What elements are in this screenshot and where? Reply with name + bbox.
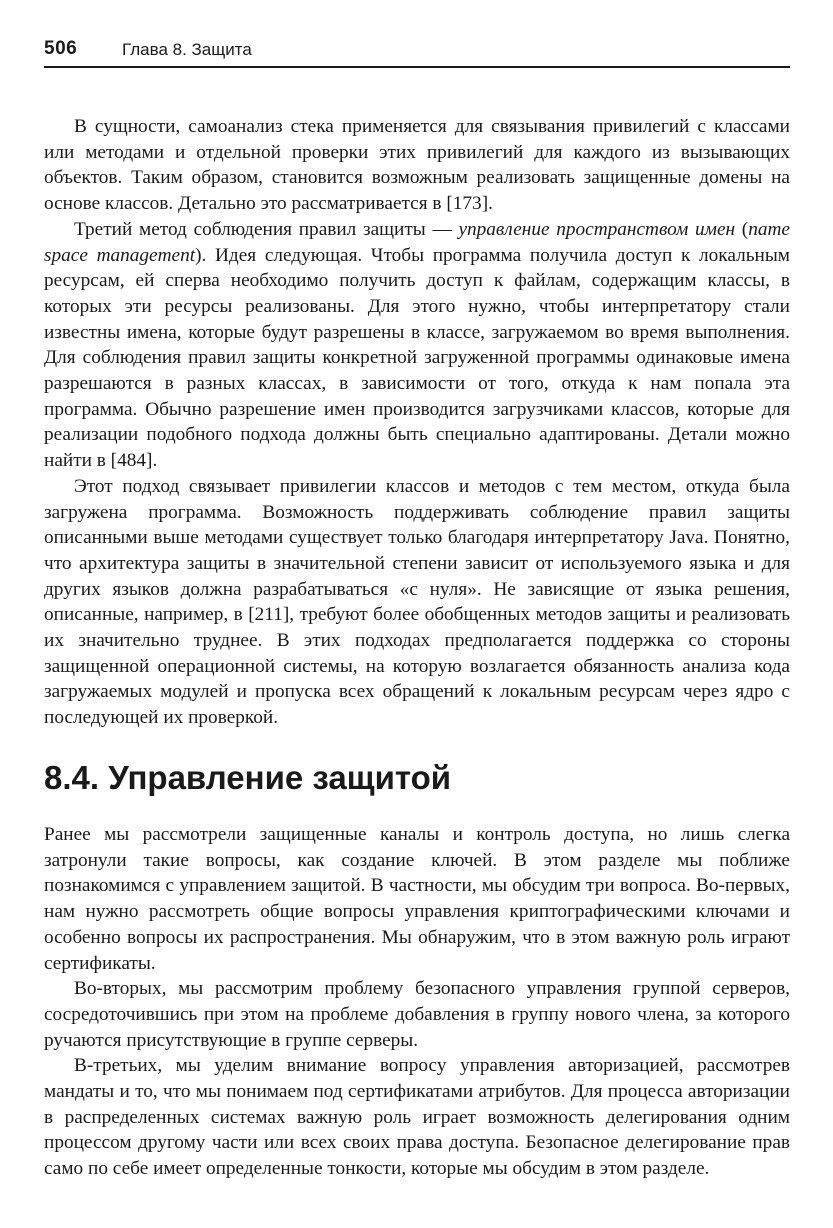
- paragraph-java-approach: Этот подход связывает привилегии классов и методов с тем местом, откуда была загружена программа. Возможность поддерживать соблюдение правил защиты описанными выше методами существует только благодаря интерпретатору Java. Понятно, что архитектура защиты в значительной степени зависит от используемого языка и для других языков должна разрабатываться «с нуля». Не зависящие от языка решения, описанные, например, в [211], требуют более обобщенных методов защиты и реализовать их значительно труднее. В этих подходах предполагается поддержка со стороны защищенной операционной системы, на которую возлагается обязанность анализа кода загружаемых модулей и пропуска всех обращений к локальным ресурсам через ядро с последующей их проверкой.: [44, 475, 790, 729]
- section-heading: 8.4. Управление защитой: [44, 759, 452, 796]
- paragraph-lead: Третий метод соблюдения правил защиты —: [74, 218, 459, 240]
- paragraph-name-space-management: [44, 217, 790, 474]
- term-russian: управление пространством имен: [458, 218, 736, 240]
- paragraph-stack-introspection: В сущности, самоанализ стека применяется для связывания привилегий с классами или методами и отдельной проверки этих привилегий для каждого из вызывающих объектов. Таким образом, становится возможным реализовать защищенные домены на основе классов. Детально это рассматривается в [173].: [44, 116, 790, 215]
- paragraph-rest: ). Идея следующая. Чтобы программа получила доступ к локальным ресурсам, ей сперва необходимо получить доступ к файлам, содержащим классы, в которых эти ресурсы реализованы. Для этого нужно, чтобы интерпретатору стали известны имена, которые будут разрешены в классе, загружаемом во время выполнения. Для соблюдения правил защиты конкретной загруженной программы одинаковые имена разрешаются в разных классах, в зависимости от того, откуда к нам попала эта программа. Обычно разрешение имен производится загрузчиками классов, которые для реализации подобного подхода должны быть специально адаптированы. Детали можно найти в [484].: [44, 244, 790, 472]
- page-number: 506: [44, 38, 78, 59]
- paragraph-section-intro: Ранее мы рассмотрели защищенные каналы и контроль доступа, но лишь слегка затронули такие вопросы, как создание ключей. В этом разделе мы поближе познакомимся с управлением защитой. В частности, мы обсудим три вопроса. Во-первых, нам нужно рассмотреть общие вопросы управления криптографическими ключами и особенно вопросы их распространения. Мы обнаружим, что в этом важную роль играют сертификаты.: [44, 824, 790, 974]
- paragraph-third-topic: В-третьих, мы уделим внимание вопросу управления авторизацией, рассмотрев мандаты и то, что мы понимаем под сертификатами атрибутов. Для процесса авторизации в распределенных системах важную роль играет возможность делегирования одним процессом другому части или всех своих права доступа. Безопасное делегирование прав само по себе имеет определенные тонкости, которые мы обсудим в этом разделе.: [44, 1055, 790, 1180]
- body-text-bottom: [44, 822, 790, 1182]
- paragraph-paren-open: (: [735, 218, 749, 240]
- paragraph-second-topic: Во-вторых, мы рассмотрим проблему безопасного управления группой серверов, сосредоточившись при этом на проблеме добавления в группу нового члена, за которого ручаются присутствующие в группе серверы.: [44, 978, 790, 1051]
- chapter-title: Глава 8. Защита: [122, 40, 252, 59]
- running-header: [44, 34, 790, 68]
- body-text-top: [44, 114, 790, 731]
- term-english: name space management: [44, 218, 790, 266]
